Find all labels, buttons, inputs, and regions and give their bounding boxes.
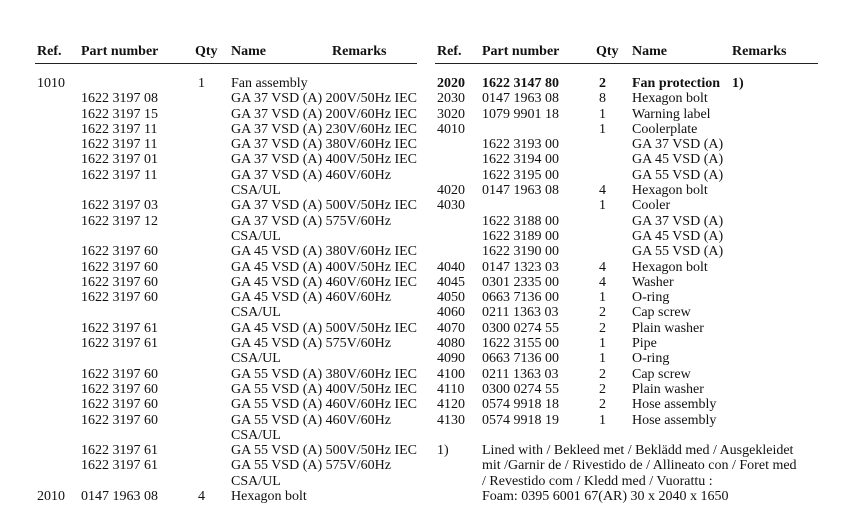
- left-part-cell: 1622 3197 60: [81, 366, 158, 382]
- left-qty-column: [198, 76, 205, 504]
- left-ref-cell: [37, 305, 65, 320]
- right-ref-cell: 4040: [437, 259, 465, 275]
- right-name-cell: Cap screw: [632, 366, 691, 382]
- left-name-cell: GA 45 VSD (A) 460V/60Hz IEC: [231, 274, 418, 290]
- right-part-cell: [482, 122, 559, 137]
- left-qty-cell: [198, 260, 205, 275]
- right-part-cell: 0211 1363 03: [482, 305, 559, 321]
- right-ref-cell: 3020: [437, 106, 465, 122]
- right-qty-cell: [599, 152, 606, 167]
- right-name-cell: GA 37 VSD (A): [632, 213, 724, 229]
- left-part-cell: 1622 3197 60: [81, 274, 158, 290]
- header-remarks-right: Remarks: [732, 44, 787, 59]
- left-ref-cell: [37, 198, 65, 213]
- left-name-cell: GA 55 VSD (A) 400V/50Hz IEC: [231, 381, 418, 397]
- left-qty-cell: [198, 152, 205, 167]
- left-qty-cell: [198, 351, 205, 366]
- left-ref-cell: [37, 168, 65, 183]
- right-qty-cell: 4: [599, 274, 606, 290]
- right-qty-cell: 8: [599, 91, 606, 107]
- left-part-cell: [81, 229, 158, 244]
- left-qty-cell: [198, 397, 205, 412]
- left-name-cell: GA 37 VSD (A) 460V/60Hz: [231, 167, 391, 183]
- left-part-cell: 1622 3197 11: [81, 137, 158, 153]
- right-qty-cell: [599, 229, 606, 244]
- right-name-cell: Pipe: [632, 336, 657, 352]
- right-name-cell: GA 45 VSD (A): [632, 152, 724, 168]
- right-name-cell: GA 37 VSD (A): [632, 137, 724, 153]
- right-qty-cell: 1: [599, 121, 606, 137]
- right-qty-cell: 1: [599, 290, 606, 306]
- left-part-cell: [81, 183, 158, 198]
- right-qty-cell: 2: [599, 366, 606, 382]
- left-qty-cell: 1: [198, 76, 205, 91]
- left-part-cell: 1622 3197 11: [81, 121, 158, 137]
- right-ref-cell: 4080: [437, 336, 465, 352]
- right-name-cell: Warning label: [632, 106, 711, 122]
- right-remarks-cell: [732, 336, 744, 351]
- footnote-line: Foam: 0395 6001 67(AR) 30 x 2040 x 1650: [482, 488, 729, 504]
- left-qty-cell: [198, 336, 205, 351]
- left-part-cell: 1622 3197 61: [81, 336, 158, 352]
- right-ref-cell: 4130: [437, 412, 465, 428]
- header-part-right: Part number: [482, 44, 560, 59]
- right-qty-cell: [599, 168, 606, 183]
- right-qty-cell: [599, 137, 606, 152]
- right-remarks-cell: [732, 244, 744, 259]
- right-part-cell: 0663 7136 00: [482, 351, 559, 367]
- left-part-cell: 1622 3197 61: [81, 458, 158, 474]
- right-ref-cell: [437, 168, 465, 183]
- right-part-cell: 1622 3195 00: [482, 167, 559, 183]
- header-rule-left: [35, 63, 417, 64]
- left-name-cell: CSA/UL: [231, 183, 281, 199]
- left-ref-cell: [37, 229, 65, 244]
- left-qty-cell: 4: [198, 489, 205, 505]
- right-part-cell: 0147 1963 08: [482, 91, 559, 107]
- right-remarks-cell: [732, 351, 744, 366]
- right-part-cell: 0211 1363 03: [482, 366, 559, 382]
- right-part-cell: 1622 3194 00: [482, 152, 559, 168]
- left-ref-cell: [37, 244, 65, 259]
- left-qty-cell: [198, 244, 205, 259]
- left-ref-cell: [37, 413, 65, 428]
- left-part-cell: 1622 3197 08: [81, 91, 158, 107]
- right-ref-cell: 4010: [437, 121, 465, 137]
- right-remarks-cell: [732, 367, 744, 382]
- right-ref-cell: 4090: [437, 351, 465, 367]
- left-ref-cell: [37, 397, 65, 412]
- left-part-cell: 1622 3197 12: [81, 213, 158, 229]
- right-ref-cell: 4070: [437, 320, 465, 336]
- left-name-cell: CSA/UL: [231, 427, 281, 443]
- right-remarks-cell: [732, 137, 744, 152]
- left-part-column: [81, 76, 158, 504]
- left-name-cell: GA 37 VSD (A) 400V/50Hz IEC: [231, 152, 418, 168]
- right-qty-cell: 4: [599, 259, 606, 275]
- right-qty-cell: 1: [599, 336, 606, 352]
- right-part-cell: 0663 7136 00: [482, 290, 559, 306]
- left-ref-cell: [37, 290, 65, 305]
- right-part-cell: 1622 3155 00: [482, 336, 559, 352]
- left-ref-cell: [37, 382, 65, 397]
- right-name-cell: Plain washer: [632, 381, 704, 397]
- left-qty-cell: [198, 91, 205, 106]
- left-part-cell: 1622 3197 01: [81, 152, 158, 168]
- header-name-left: Name: [231, 44, 266, 59]
- left-part-cell: 1622 3197 11: [81, 167, 158, 183]
- right-qty-cell: 2: [599, 76, 606, 91]
- footnote-line: Lined with / Bekleed met / Beklädd med / Ausgekleidet: [482, 443, 794, 458]
- left-name-column: [231, 76, 417, 504]
- right-part-cell: 0147 1963 08: [482, 183, 559, 199]
- left-qty-cell: [198, 122, 205, 137]
- left-ref-cell: 1010: [37, 76, 65, 91]
- left-qty-cell: [198, 107, 205, 122]
- left-qty-cell: [198, 198, 205, 213]
- right-part-cell: 1622 3193 00: [482, 137, 559, 153]
- right-name-cell: GA 45 VSD (A): [632, 228, 724, 244]
- left-name-cell: GA 37 VSD (A) 500V/50Hz IEC: [231, 198, 418, 214]
- right-name-cell: Fan protection: [632, 76, 721, 91]
- left-part-cell: 1622 3197 15: [81, 106, 158, 122]
- left-name-cell: GA 55 VSD (A) 460V/60Hz IEC: [231, 397, 418, 413]
- left-part-cell: 0147 1963 08: [81, 489, 158, 505]
- left-qty-cell: [198, 367, 205, 382]
- right-ref-cell: 4100: [437, 366, 465, 382]
- right-part-cell: 1622 3147 80: [482, 76, 559, 91]
- right-qty-cell: 2: [599, 320, 606, 336]
- header-remarks-left: Remarks: [332, 44, 387, 59]
- right-name-cell: Hexagon bolt: [632, 259, 708, 275]
- left-name-cell: GA 45 VSD (A) 575V/60Hz: [231, 336, 391, 352]
- left-name-cell: GA 45 VSD (A) 500V/50Hz IEC: [231, 320, 418, 336]
- left-part-cell: 1622 3197 03: [81, 198, 158, 214]
- right-ref-cell: 4020: [437, 183, 465, 199]
- header-qty-right: Qty: [596, 44, 619, 59]
- right-part-cell: 0300 0274 55: [482, 320, 559, 336]
- left-name-cell: CSA/UL: [231, 473, 281, 489]
- left-part-cell: 1622 3197 60: [81, 381, 158, 397]
- left-qty-cell: [198, 382, 205, 397]
- right-ref-cell: [437, 137, 465, 152]
- left-part-cell: 1622 3197 60: [81, 412, 158, 428]
- right-remarks-cell: [732, 321, 744, 336]
- right-name-cell: GA 55 VSD (A): [632, 244, 724, 260]
- left-part-cell: 1622 3197 61: [81, 443, 158, 459]
- left-ref-cell: [37, 91, 65, 106]
- left-name-cell: CSA/UL: [231, 305, 281, 321]
- footnote-text: [482, 443, 797, 504]
- left-ref-cell: [37, 428, 65, 443]
- right-name-cell: Cap screw: [632, 305, 691, 321]
- right-remarks-cell: [732, 107, 744, 122]
- left-name-cell: GA 45 VSD (A) 400V/50Hz IEC: [231, 259, 418, 275]
- right-part-cell: 0300 0274 55: [482, 381, 559, 397]
- right-part-cell: [482, 198, 559, 213]
- right-remarks-cell: [732, 214, 744, 229]
- right-part-cell: 1622 3190 00: [482, 244, 559, 260]
- header-ref-right: Ref.: [437, 44, 462, 59]
- right-remarks-cell: [732, 382, 744, 397]
- right-qty-cell: 1: [599, 351, 606, 367]
- left-qty-cell: [198, 290, 205, 305]
- left-ref-column: [37, 76, 65, 504]
- left-ref-cell: [37, 474, 65, 489]
- right-part-cell: 0301 2335 00: [482, 274, 559, 290]
- left-part-cell: [81, 351, 158, 366]
- left-ref-cell: [37, 351, 65, 366]
- right-name-cell: O-ring: [632, 351, 670, 367]
- right-name-cell: GA 55 VSD (A): [632, 167, 724, 183]
- right-ref-cell: 4030: [437, 198, 465, 214]
- right-remarks-cell: [732, 413, 744, 428]
- left-ref-cell: [37, 275, 65, 290]
- left-name-cell: GA 45 VSD (A) 460V/60Hz: [231, 290, 391, 306]
- right-remarks-cell: [732, 183, 744, 198]
- right-remarks-cell: [732, 290, 744, 305]
- right-qty-cell: 1: [599, 198, 606, 214]
- right-remarks-cell: [732, 198, 744, 213]
- left-name-cell: GA 55 VSD (A) 460V/60Hz: [231, 412, 391, 428]
- left-part-cell: 1622 3197 60: [81, 244, 158, 260]
- right-name-cell: Hexagon bolt: [632, 91, 708, 107]
- right-name-cell: Coolerplate: [632, 121, 698, 137]
- right-qty-cell: 2: [599, 381, 606, 397]
- left-qty-cell: [198, 413, 205, 428]
- right-ref-cell: 4045: [437, 274, 465, 290]
- left-name-cell: GA 37 VSD (A) 200V/50Hz IEC: [231, 91, 418, 107]
- header-ref-left: Ref.: [37, 44, 62, 59]
- left-qty-cell: [198, 275, 205, 290]
- left-part-cell: 1622 3197 60: [81, 259, 158, 275]
- left-part-cell: [81, 76, 158, 91]
- right-remarks-cell: [732, 168, 744, 183]
- left-name-cell: GA 55 VSD (A) 500V/50Hz IEC: [231, 443, 418, 459]
- left-name-cell: GA 37 VSD (A) 575V/60Hz: [231, 213, 391, 229]
- right-qty-cell: 1: [599, 106, 606, 122]
- left-ref-cell: [37, 321, 65, 336]
- left-qty-cell: [198, 428, 205, 443]
- left-name-cell: CSA/UL: [231, 228, 281, 244]
- right-remarks-cell: [732, 305, 744, 320]
- right-remarks-cell: [732, 91, 744, 106]
- right-part-cell: 0574 9918 19: [482, 412, 559, 428]
- left-ref-cell: [37, 260, 65, 275]
- left-qty-cell: [198, 214, 205, 229]
- left-part-cell: [81, 305, 158, 320]
- footnote-line: mit /Garnir de / Rivestido de / Allineato con / Foret med: [482, 458, 797, 474]
- left-ref-cell: [37, 107, 65, 122]
- footnote-line: / Revestido com / Kledd med / Vuorattu :: [482, 473, 713, 489]
- right-remarks-column: [732, 76, 744, 428]
- right-ref-cell: [437, 152, 465, 167]
- left-ref-cell: [37, 443, 65, 458]
- right-ref-cell: 4120: [437, 397, 465, 413]
- right-part-cell: 0147 1323 03: [482, 259, 559, 275]
- right-ref-cell: 2020: [437, 76, 465, 91]
- right-ref-cell: [437, 229, 465, 244]
- left-ref-cell: [37, 367, 65, 382]
- left-name-cell: Fan assembly: [231, 76, 308, 91]
- header-part-left: Part number: [81, 44, 159, 59]
- right-name-cell: Washer: [632, 274, 674, 290]
- left-ref-cell: [37, 336, 65, 351]
- left-part-cell: 1622 3197 61: [81, 320, 158, 336]
- right-part-cell: 1622 3188 00: [482, 213, 559, 229]
- left-qty-cell: [198, 183, 205, 198]
- right-ref-cell: 4050: [437, 290, 465, 306]
- right-ref-cell: [437, 244, 465, 259]
- right-part-cell: 0574 9918 18: [482, 397, 559, 413]
- right-name-column: [632, 76, 723, 428]
- right-name-cell: Hose assembly: [632, 397, 717, 413]
- left-qty-cell: [198, 305, 205, 320]
- header-name-right: Name: [632, 44, 667, 59]
- right-remarks-cell: [732, 152, 744, 167]
- left-ref-cell: [37, 152, 65, 167]
- left-part-cell: 1622 3197 60: [81, 397, 158, 413]
- footnote-marker: 1): [437, 443, 449, 458]
- right-name-cell: Plain washer: [632, 320, 704, 336]
- right-part-column: [482, 76, 559, 428]
- left-qty-cell: [198, 137, 205, 152]
- left-qty-cell: [198, 168, 205, 183]
- right-ref-cell: [437, 214, 465, 229]
- right-qty-cell: 2: [599, 305, 606, 321]
- left-qty-cell: [198, 443, 205, 458]
- left-name-cell: GA 55 VSD (A) 575V/60Hz: [231, 458, 391, 474]
- right-remarks-cell: [732, 122, 744, 137]
- left-name-cell: Hexagon bolt: [231, 489, 307, 505]
- right-ref-cell: 4110: [437, 381, 465, 397]
- left-part-cell: 1622 3197 60: [81, 290, 158, 306]
- left-name-cell: GA 45 VSD (A) 380V/60Hz IEC: [231, 244, 418, 260]
- left-part-cell: [81, 474, 158, 489]
- left-name-cell: GA 37 VSD (A) 230V/60Hz IEC: [231, 121, 418, 137]
- left-qty-cell: [198, 474, 205, 489]
- left-part-cell: [81, 428, 158, 443]
- right-qty-cell: 4: [599, 183, 606, 199]
- left-ref-cell: [37, 458, 65, 473]
- right-qty-cell: 1: [599, 412, 606, 428]
- right-ref-column: [437, 76, 465, 428]
- right-qty-column: [599, 76, 606, 428]
- left-name-cell: GA 37 VSD (A) 200V/60Hz IEC: [231, 106, 418, 122]
- left-ref-cell: [37, 183, 65, 198]
- header-rule-right: [435, 63, 818, 64]
- right-qty-cell: 2: [599, 397, 606, 413]
- left-ref-cell: [37, 137, 65, 152]
- left-ref-cell: 2010: [37, 489, 65, 505]
- left-name-cell: CSA/UL: [231, 351, 281, 367]
- left-name-cell: GA 37 VSD (A) 380V/60Hz IEC: [231, 137, 418, 153]
- right-remarks-cell: [732, 260, 744, 275]
- right-remarks-cell: [732, 229, 744, 244]
- right-qty-cell: [599, 244, 606, 259]
- header-qty-left: Qty: [195, 44, 218, 59]
- right-name-cell: Cooler: [632, 198, 671, 214]
- right-remarks-cell: 1): [732, 76, 744, 91]
- right-ref-cell: 2030: [437, 91, 465, 107]
- right-qty-cell: [599, 214, 606, 229]
- right-remarks-cell: [732, 275, 744, 290]
- right-name-cell: Hexagon bolt: [632, 183, 708, 199]
- right-part-cell: 1622 3189 00: [482, 228, 559, 244]
- right-part-cell: 1079 9901 18: [482, 106, 559, 122]
- right-name-cell: O-ring: [632, 290, 670, 306]
- left-name-cell: GA 55 VSD (A) 380V/60Hz IEC: [231, 366, 418, 382]
- right-ref-cell: 4060: [437, 305, 465, 321]
- right-name-cell: Hose assembly: [632, 412, 717, 428]
- left-qty-cell: [198, 321, 205, 336]
- left-ref-cell: [37, 214, 65, 229]
- left-qty-cell: [198, 458, 205, 473]
- right-remarks-cell: [732, 397, 744, 412]
- left-ref-cell: [37, 122, 65, 137]
- left-qty-cell: [198, 229, 205, 244]
